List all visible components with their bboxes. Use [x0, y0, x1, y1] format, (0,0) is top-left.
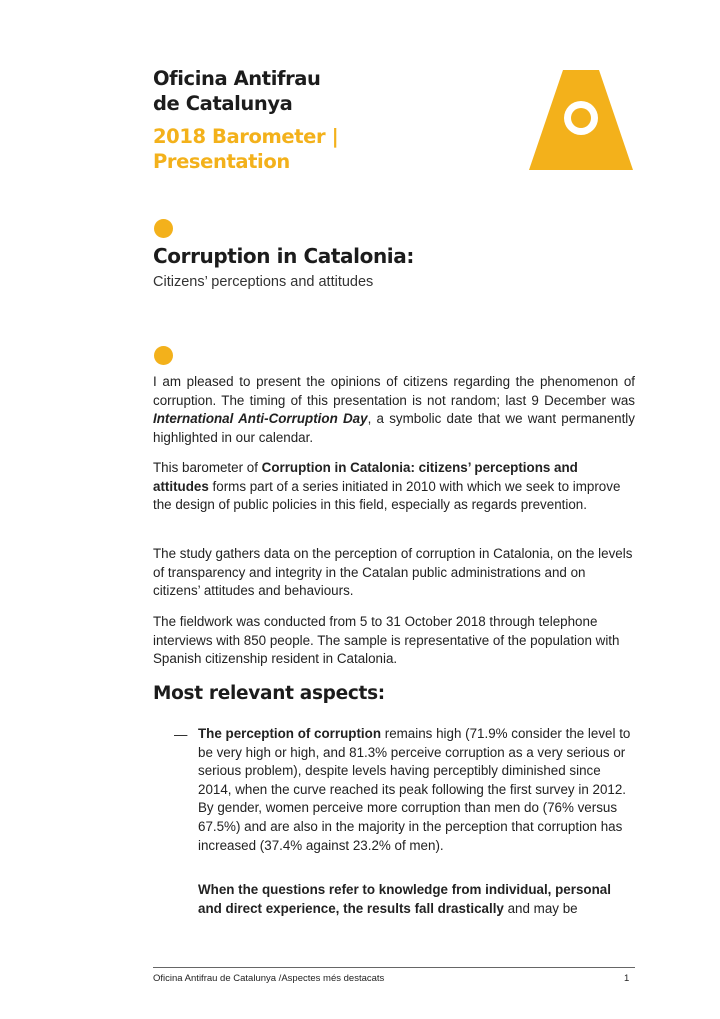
- bold-text: Corruption in Catalonia: citizens’ perceptions and attitudes: [153, 460, 578, 494]
- page-title: Corruption in Catalonia:: [153, 244, 414, 268]
- bold-text: The perception of corruption: [198, 726, 382, 741]
- paragraph-text: The fieldwork was conducted from 5 to 31 October 2018 through telephone interviews with 850 people. The sample is representative of the population with Spanish citizenship resident in Catalonia.: [153, 614, 620, 667]
- subtitle-line-2: Presentation: [153, 150, 290, 173]
- section-heading: Most relevant aspects:: [153, 683, 385, 704]
- paragraph-barometer: [153, 459, 635, 515]
- org-line-2: de Catalunya: [153, 92, 293, 115]
- footer-text: Oficina Antifrau de Catalunya /Aspectes més destacats: [153, 973, 385, 984]
- letter-a-logo-icon: [529, 70, 633, 170]
- bullet-text: remains high (71.9% consider the level to be very high or high, and 81.3% perceive corruption as a very serious or serious problem), despite levels having perceptibly diminished since 2014, when the curve reached its peak following the first survey in 2012. By gender, women perceive more corruption than men do (76% versus 67.5%) and are also in the majority in the perception that corruption has increased (37.4% against 23.2% of men).: [198, 726, 631, 853]
- paragraph-text: , a symbolic date that we want permanently highlighted in our calendar.: [153, 411, 635, 445]
- yellow-dot-icon: [154, 219, 173, 238]
- subtitle-line-1: 2018 Barometer |: [153, 125, 339, 148]
- yellow-dot-icon: [154, 346, 173, 365]
- bullet-experience: [198, 881, 634, 918]
- paragraph-text: forms part of a series initiated in 2010 with which we seek to improve the design of public policies in this field, especially as regards prevention.: [153, 478, 621, 513]
- dash-bullet-icon: —: [174, 727, 188, 742]
- paragraph-intro: [153, 373, 635, 447]
- page-subtitle: Citizens’ perceptions and attitudes: [153, 274, 374, 290]
- paragraph-text: This barometer of: [153, 460, 262, 475]
- paragraph-text: I am pleased to present the opinions of citizens regarding the phenomenon of corruption. The timing of this presentation is not random; last 9 December was: [153, 374, 635, 408]
- document-subtitle: [153, 124, 338, 174]
- page-number: 1: [624, 973, 630, 984]
- org-line-1: Oficina Antifrau: [153, 67, 321, 90]
- paragraph-fieldwork: [153, 613, 635, 669]
- footer-divider: [153, 967, 635, 968]
- paragraph-text: The study gathers data on the perception of corruption in Catalonia, on the levels of transparency and integrity in the Catalan public administrations and on citizens’ attitudes and behaviours.: [153, 546, 633, 599]
- bold-text: When the questions refer to knowledge from individual, personal and direct experience, the results fall drastically: [198, 882, 611, 916]
- emphasis-text: International Anti-Corruption Day: [153, 411, 368, 427]
- organization-name: [153, 66, 321, 116]
- bullet-text: and may be: [503, 900, 578, 916]
- bullet-perception: [198, 725, 634, 855]
- paragraph-study: [153, 545, 635, 601]
